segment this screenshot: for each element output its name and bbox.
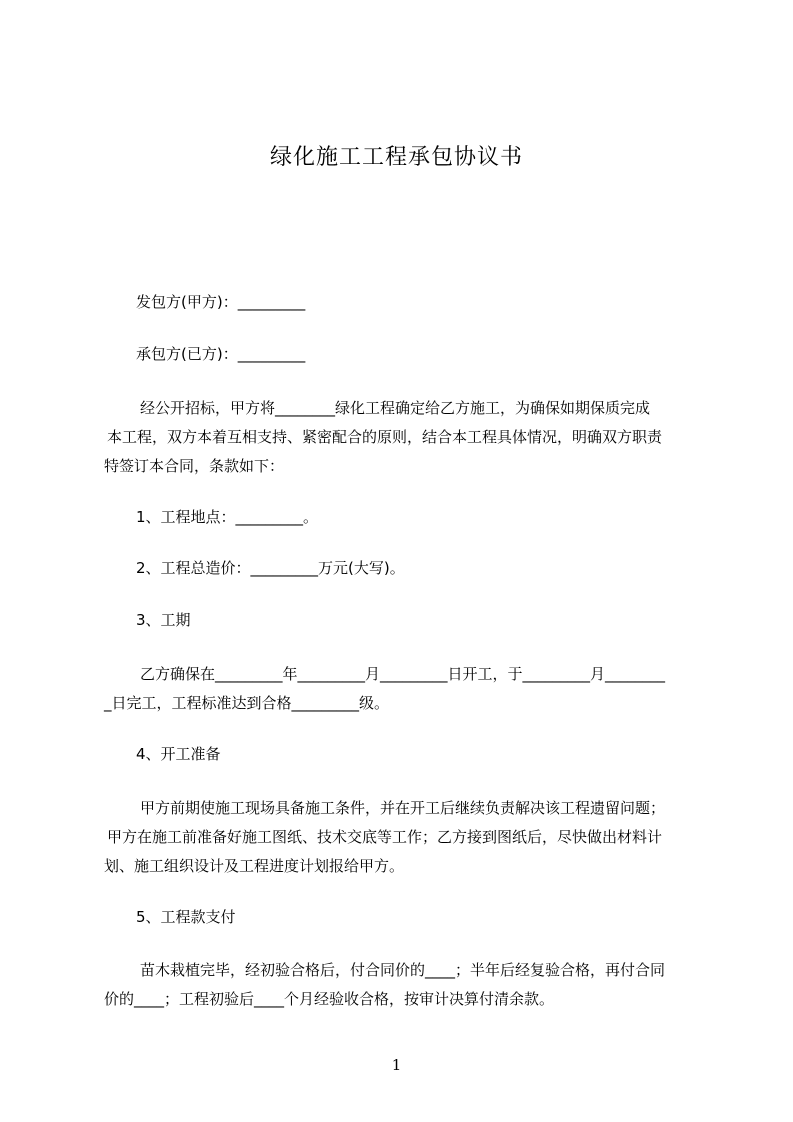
clause-5-body-line-1: 苗木栽植完毕，经初验合格后，付合同价的____；半年后经复验合格，再付合同 [140,961,666,979]
clause-3-body-line-1: 乙方确保在_________年_________月_________日开工，于_________月________ [140,665,666,683]
clause-5-heading: 5、工程款支付 [136,908,236,926]
party-a-line: 发包方(甲方)：_________ [136,293,306,311]
page-number: 1 [391,1056,402,1074]
document-title: 绿化施工工程承包协议书 [269,145,523,170]
party-b-line: 承包方(已方)：_________ [136,345,306,363]
intro-line-2: 本工程，双方本着互相支持、紧密配合的原则，结合本工程具体情况，明确双方职责 [107,428,663,446]
clause-3-heading: 3、工期 [136,611,191,629]
clause-4-body-line-1: 甲方前期使施工现场具备施工条件，并在开工后继续负责解决该工程遗留问题； [140,799,666,817]
clause-1: 1、工程地点：_________。 [136,508,319,526]
clause-4-body-line-2: 甲方在施工前准备好施工图纸、技术交底等工作；乙方接到图纸后，尽快做出材料计 [107,828,663,846]
clause-4-heading: 4、开工准备 [136,745,221,763]
clause-3-body-line-2: _日完工，工程标准达到合格_________级。 [104,694,390,712]
intro-line-3: 特签订本合同，条款如下： [104,457,285,475]
clause-4-body-line-3: 划、施工组织设计及工程进度计划报给甲方。 [104,857,405,875]
clause-2: 2、工程总造价：_________万元(大写)。 [136,559,405,577]
clause-5-body-line-2: 价的____；工程初验后____个月经验收合格，按审计决算付清余款。 [104,990,555,1008]
intro-line-1: 经公开招标，甲方将________绿化工程确定给乙方施工，为确保如期保质完成 [140,399,651,417]
